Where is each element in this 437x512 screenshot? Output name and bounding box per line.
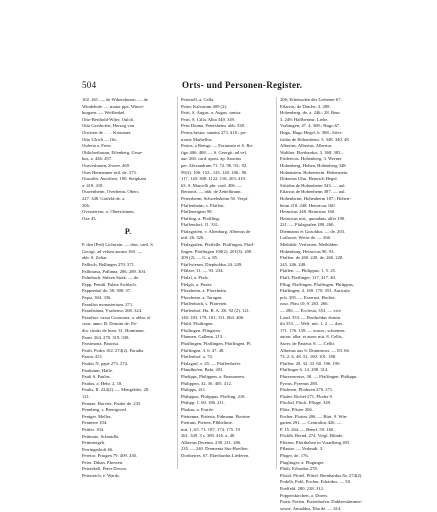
- register-entry-line: Pflaster. — Verknidt. 3.: [280, 446, 324, 452]
- register-entry-line: Petrus bestor, sanatia 273. 418.; pa-: [181, 129, 247, 135]
- register-entry-line: pch. 305. — Erzerust. Hochte.: [280, 294, 336, 300]
- register-entry-line: dia. cinitis de hom. 31. Hominian.: [82, 328, 145, 333]
- register-entry-line: Pennberg. s. Brenigwed.: [82, 407, 127, 413]
- register-entry-line: Lothrore; Weise de. — 266.: [280, 235, 332, 241]
- register-entry-line: Hohenstein. Hohenstein. Hohenstein: [280, 169, 348, 175]
- register-entry-line: burgens. — Weiflenkel.: [82, 110, 126, 116]
- register-entry-line: Pfalzgraf, v. 45. — Pfaffenhofer.: [181, 360, 242, 366]
- register-entry-line: Pfaffenheim, s. Pfaffen.: [181, 202, 225, 208]
- register-entry-line: Pfaffingen, 4. 169. 170. 353. Auricula: [280, 288, 350, 294]
- register-entry-line: Parsimona, Pastrisa.: [82, 341, 120, 347]
- column-divider: [177, 97, 178, 469]
- register-entry-line: Philipps, 411.: [181, 387, 207, 393]
- register-entry-line: Sacer. de Pasteur. 8. — Cellis: [280, 340, 335, 346]
- register-entry-line: Petersell, a. Cella.: [181, 97, 215, 102]
- register-entry-line: Perringerhoft 66.: [82, 446, 114, 452]
- register-entry-line: Pfalzgrafen, v. Altenburg. Albertus de: [181, 228, 251, 234]
- register-entry-line: Loud. 353. — Bertholdus domin.: [280, 314, 342, 320]
- register-entry-line: Pluglinger, a. Pluginger.: [280, 459, 325, 465]
- register-entry-line: ruso. Pfau 10; 9. 265. 266.: [280, 301, 329, 307]
- register-entry-line: P. 15. 264. — Benef. 59. 160.: [280, 426, 335, 432]
- register-entry-line: Pfurrenweise, 38. — Pfaffingen. Philippu.: [280, 373, 358, 379]
- register-entry-line: 117. 120. 308. 1122. 116; 203. 410.: [181, 176, 247, 182]
- register-entry-line: Portn, Porten. Portenhofen. Dubberstämmer-: [280, 499, 363, 505]
- register-column-2: [181, 97, 273, 469]
- register-entry-line: Pfaffenzigten 98.: [181, 209, 213, 215]
- register-entry-line: Pfaffendorf, 11. 331.: [181, 222, 220, 228]
- register-entry-line: Petri, S. Augus. a. Augus. sanior.: [181, 110, 242, 116]
- register-entry-line: 171. 176. 139. — auron.; schreines.: [280, 327, 346, 333]
- register-entry-line: garten 291. — Centralius 426. —: [280, 420, 342, 426]
- register-entry-line: Pfuhl. Pfuilingen.: [181, 321, 214, 327]
- register-entry-line: sowie. Anualdus, Eba de. — 414.: [280, 505, 342, 511]
- register-entry-line: Papst. 304. 336.: [82, 295, 112, 301]
- register-entry-line: 227. 348. Gotfeld de. a.: [82, 195, 126, 201]
- register-entry-line: 245. 246. 248.: [280, 261, 307, 267]
- register-entry-line: ibi 353. — Welt. mit. 1. 2. — dies.: [280, 321, 344, 327]
- register-entry-line: Pfaffenbach, s. Pfarreien.: [181, 301, 228, 307]
- register-entry-line: Heinricus mit., quondam, aller 190.: [280, 215, 346, 221]
- register-entry-line: Hohenheim, Hohenheim 187.; Hohen-: [280, 195, 351, 201]
- register-entry-line: 209 (2). — G. a. 85.: [181, 255, 219, 261]
- register-entry-line: Vorbingen, 47. 4. 308.; Hugo 67.: [280, 123, 341, 129]
- register-entry-line: Pfaffen. 28. 32. 33. 60. 196. 199.: [280, 360, 341, 366]
- register-entry-line: 235. — 240. Dremenia Süs-Hoeffen.: [181, 446, 249, 452]
- register-entry-line: Ploderen, Ploderen 270. 271.: [280, 387, 334, 393]
- register-entry-line: Dortberres. 67. Eberhardus Liederen.: [181, 453, 250, 459]
- register-entry-line: heim 218. 248. Heinricus 160.: [280, 202, 336, 208]
- register-entry-line: Pfotel, Pfotel, Pfittel. Bernhardus 8a. 274(2).: [280, 472, 363, 478]
- register-entry-line: Hohenburg. Heinricus 90. 93.: [280, 248, 335, 254]
- register-entry-line: Palmbach, Sülzen Strak. — de.: [82, 275, 140, 281]
- register-entry-line: Windebule. — maior ppa. Wince-: [82, 103, 145, 109]
- register-entry-line: Pfandhofen, Bahr. 203.: [181, 367, 224, 373]
- register-entry-line: lingen. Pfaffingen 100(2). 201(3). 200.: [181, 248, 253, 254]
- register-entry-line: Dobertus Ulm. Heinrich Hegel.: [280, 176, 338, 182]
- register-entry-line: Philippen, 32. 36. 405. 412.: [181, 380, 232, 386]
- register-entry-line: Eilarrus, de Drache. 3. 288.: [280, 103, 331, 109]
- register-entry-line: Pfaffing, a. Pfaffling.: [181, 215, 220, 221]
- register-entry-line: Hohenberg, Hohen, Hohenberg 348.: [280, 162, 347, 168]
- register-entry-line: Pfaffinger 6. 14. 298. 314.: [280, 367, 329, 373]
- register-entry-line: Petrn, Kalvarum 409 (2).: [181, 103, 228, 109]
- page-title: Orts- und Personen-Register.: [182, 80, 303, 90]
- register-entry-line: Ours Hermanner mil. de. 273.: [82, 169, 137, 175]
- register-entry-line: Pauli S. Paulus.: [82, 374, 111, 380]
- register-entry-line: Pennae, Horvitz. Pauler de. 235.: [82, 400, 142, 406]
- register-entry-line: Pfalzgrafen, Pfaffelle. Pfaffingen, Pfaff-: [181, 242, 255, 248]
- register-entry-line: mit. 1, 65. 71. 187. 174. 175. 19: [181, 426, 240, 432]
- register-entry-line: 3. 249; Haffbeneur. Liehe.: [280, 116, 329, 122]
- register-entry-line: Ploger, de. 176.: [280, 453, 309, 459]
- register-entry-line: Pettler. 104.: [82, 426, 105, 432]
- register-entry-line: Pappenhof de. 38. 308. 37.: [82, 288, 132, 294]
- register-entry-line: Pocher. Flottes 206. — Bürt. 9. Win-: [280, 413, 348, 419]
- register-entry-line: 99(2). 106. 152.; 145. 120. 106.; 96.: [181, 169, 248, 175]
- register-entry-line: Ploder. Richel 271. Ploder 9.: [280, 393, 333, 399]
- register-entry-line: Penmere 104.: [82, 420, 108, 426]
- register-entry-line: fridus de Hohenheim. 3. 348. 340. 48.: [280, 136, 350, 142]
- register-entry-line: Albertus. Albertus. Albertus: [280, 143, 332, 149]
- register-entry-line: Pfaffen. de 260. 228. de. 266. 228.: [280, 255, 344, 261]
- register-entry-line: Pietrenna, Pieteria. Pidmann. Pietrine: [181, 413, 250, 419]
- register-entry-line: Peterekell, Peter Dovon.: [82, 466, 127, 472]
- register-entry-line: Pfaffwiesen, Diepholdus 24. 249.: [181, 261, 243, 267]
- register-entry-line: Pentger. Melles.: [82, 413, 112, 419]
- register-entry-line: 121.: [82, 393, 91, 399]
- register-entry-line: 206.: [82, 202, 91, 208]
- register-entry-line: 140. 183. 179. 181; 151. 863. 406.: [181, 314, 245, 320]
- register-entry-line: Pfaffen. — Philippus. 1. 5. 25.: [280, 268, 337, 274]
- register-entry-line: Methilde. Verforren. Methilden.: [280, 242, 339, 248]
- register-entry-line: Pastor 413.: [82, 354, 103, 360]
- register-entry-line: 63. S. Marcelli pbr. card. 406. —: [181, 182, 242, 188]
- register-entry-line: Pallisch, Bellingen 270. 371.: [82, 262, 136, 268]
- register-entry-line: Pöcklb, Bernd. 274. Vergl. Blindo.: [280, 433, 344, 439]
- register-entry-line: figo 406. 408. — S. Georgii. ad vel.: [181, 149, 248, 155]
- register-entry-line: Peterreich, e. Wards.: [82, 473, 120, 479]
- page-header: [82, 80, 372, 92]
- page-number: 504: [82, 80, 97, 90]
- register-entry-line: Otto Ulrich — Ott.: [82, 136, 117, 142]
- register-entry-line: 221. — Pfalzgrafen 188. 260.: [280, 222, 335, 228]
- register-entry-line: Pereiro. Priogen 79. 409. 430.: [82, 453, 138, 459]
- register-entry-line: Phaffingen, Pfaffingen. Pfaffingen. Pf.: [181, 340, 252, 346]
- register-entry-line: Popperskirchen, a. Doren.: [280, 492, 328, 498]
- register-entry-line: Ouwenheim, Overheim, Oberr,: [82, 189, 140, 195]
- register-entry-line: Otwisen de . . . . Kronauer.: [82, 129, 132, 135]
- register-entry-line: Albertus aus S. Dominicus. — 83. 66.: [280, 347, 350, 353]
- register-entry-line: Parm. 264. 270. 319. 338.: [82, 334, 130, 340]
- register-entry-line: Paulus N. pape 273. 274.: [82, 360, 129, 366]
- register-entry-line: 73. 2. 6. 48. 52. 100. 101. 188.: [280, 354, 337, 360]
- register-entry-line: Bertonis. — abb. de Zettelbrunn.: [181, 189, 242, 195]
- register-entry-line: Oxe 43.: [82, 215, 97, 221]
- register-entry-line: Papp, Pemiß. Palatz Sichlach.: [82, 281, 137, 287]
- register-entry-line: Sifridus de Hohenheim 343. — uul.: [280, 182, 346, 188]
- register-entry-line: Pfullingen. Pfingsten.: [181, 327, 221, 333]
- register-entry-line: Peter. Dikan. Ebessen.: [82, 459, 124, 465]
- register-entry-line: Pforzheim. a. Taragen.: [181, 294, 223, 300]
- register-entry-line: Paradisiana, Ysaberna. 268. 324.: [82, 308, 143, 314]
- register-entry-line: Ouleria a. Freie.: [82, 143, 112, 149]
- register-entry-line: Philippus, Philippus. Pfaffing. 218.: [181, 393, 246, 399]
- register-entry-line: Walther. Eberhardus. 3. 368. 383.;: [280, 149, 343, 155]
- register-entry-line: Hugo, Hugo Hegel, b. 368.; Sifer-: [280, 129, 343, 135]
- register-entry-line: Albertus Derenin. 238. 211. 286.: [181, 439, 242, 445]
- register-entry-line: P. den (Ped) Lichstein. — dias. card. S.: [82, 242, 154, 248]
- register-entry-line: tronie Marbellus.: [181, 136, 213, 142]
- register-entry-line: Otto Gershofen, Herzog von: [82, 123, 135, 129]
- register-entry-line: Georgi. ad velum aurum 160. —: [82, 248, 142, 254]
- register-entry-line: Dietmarus et Gozoldus. — de. 203.: [280, 228, 346, 234]
- register-entry-line: Pförten, Pförtheben in Vorarlberg 405.: [280, 439, 351, 445]
- register-entry-line: mil. 26. 326.: [181, 235, 205, 241]
- register-entry-line: auron. alba. et auror mit. 8. Cellis.: [280, 334, 343, 340]
- register-entry-line: Plötz, Pfister 206.: [280, 406, 313, 412]
- register-entry-line: Pfelgis, a. Pinter.: [181, 281, 213, 287]
- register-entry-line: Pfaffenhof, Ha. B. A. Z6. 92 (2). 121.: [181, 308, 251, 313]
- register-entry-line: Petri, S. Cilla. Alba 349. 349.: [181, 116, 236, 122]
- register-entry-line: Fridericus. Hohenberg. 3. Werner.: [280, 156, 343, 162]
- register-entry-line: Pflug, Pfaffingen, Pfaffingen. Philippus,: [280, 281, 354, 287]
- register-entry-line: a. 418. 418.: [82, 182, 104, 188]
- register-entry-line: Oversterein, o. Obersfrimen.: [82, 209, 135, 215]
- register-entry-line: Ouwalin, Aursfürst. 100. Steiphani: [82, 176, 147, 182]
- register-entry-line: Otto-Berthold-Wiler, Oulch.: [82, 116, 135, 122]
- register-entry-line: Pfälzer, 11. — 93. 234.: [181, 268, 224, 274]
- register-entry-line: Eilarrus de Hohenheim 387. — uul.: [280, 189, 346, 195]
- register-entry-line: Pfaffingen. 3. 6. 47. 48.: [181, 347, 225, 353]
- register-column-3: [280, 97, 372, 511]
- register-entry-line: Phokas, a. Forrée.: [181, 406, 215, 412]
- register-entry-line: Ourveshusen, Zweer. 469.: [82, 162, 131, 168]
- register-entry-line: Paulis, II. 224(2). — Mengeldes. 28.: [82, 387, 150, 393]
- register-entry-line: Parth. Podra 102. 274(2). Paradia: [82, 347, 144, 353]
- register-entry-line: Paradiso monasterium. 271.: [82, 301, 134, 307]
- register-entry-line: abb. S. Zeliat.: [82, 255, 108, 261]
- register-entry-line: Petrus, a Remgr. — Fortunata et S. Ru-: [181, 143, 254, 149]
- register-entry-line: 261. 349. 3 s. 389. 416. a. 40.: [181, 433, 236, 439]
- register-entry-line: Petri Donna. Petersheim. abb. 338.: [181, 123, 246, 129]
- register-entry-line: Phelipps, Philippen, a. Ensmaeren.: [181, 373, 245, 379]
- register-entry-line: Paradiso: cassa Coronaria, a. abba. et: [82, 314, 151, 320]
- register-entry-line: cons. anno. B. Domini de. Pa-: [82, 321, 138, 327]
- register-entry-line: Plochel, Flock. Pfluge. 349.: [280, 400, 332, 406]
- register-entry-line: — 286. — Ecclesia, 353. — vice: [280, 308, 341, 313]
- register-entry-line: Petersheim, Schwebsheim 50. Verpf.: [181, 195, 249, 201]
- register-entry-line: Poelfeld. 280. 238. 312.: [280, 486, 325, 492]
- register-entry-line: 206; Erheisoden des Liebener 67.: [280, 97, 342, 102]
- register-entry-line: Pfalzl, a. Pfalz.: [181, 275, 209, 281]
- register-entry-line: Pettiniergeh.: [82, 440, 106, 446]
- register-entry-line: Philipp, 1. 60. 186. 211.: [181, 400, 226, 406]
- register-entry-line: Oblichesbrunn, Eilenberg, Ursar-: [82, 149, 144, 155]
- register-entry-line: Pallinrasa, Pallinna. 286. 289. 304.: [82, 268, 147, 274]
- column-divider: [276, 97, 277, 469]
- register-column-1: [82, 97, 174, 479]
- register-entry-line: hus, a. 446. 457.: [82, 156, 113, 162]
- register-entry-line: Pfaff, Pfaffinger, 117. 417. 40.: [280, 275, 336, 281]
- register-entry-line: 102. 261. — de Wikerzhusen. — de: [82, 97, 148, 102]
- register-entry-line: Paulus, a. Hehr. 2. 18.: [82, 380, 123, 386]
- register-entry-line: Hohenberg. de, a. 246.; 28. Beur.: [280, 110, 341, 116]
- register-entry-line: Podelh, Pohl, Pocher, Erhardus. — 50.: [280, 479, 352, 485]
- section-letter-heading: P.: [124, 227, 132, 237]
- register-entry-line: aur. 260. card. apost. ap. Sanctus: [181, 156, 242, 162]
- register-entry-line: Pfaffenhof. a. 74.: [181, 354, 213, 360]
- register-entry-line: Heinricus 248. Heinricus 160.: [280, 209, 336, 215]
- register-entry-line: Pietrum, Pietrea, Pfhhelime.: [181, 420, 233, 426]
- register-entry-line: Plöth. Erhardus 278.: [280, 466, 318, 472]
- register-entry-line: Pforzheim, a. Pforzheim.: [181, 288, 228, 294]
- register-entry-line: per. Alexandrum 71. 72. 90. 93.; 92.: [181, 162, 248, 168]
- register-entry-line: Pettinato, Schmidla.: [82, 433, 120, 439]
- register-entry-line: Paulinum, Halle.: [82, 367, 114, 373]
- register-entry-line: Pyrius, Pyrenus 280.: [280, 380, 319, 386]
- register-entry-line: Pfannen. Gallenn. 213.: [181, 334, 224, 340]
